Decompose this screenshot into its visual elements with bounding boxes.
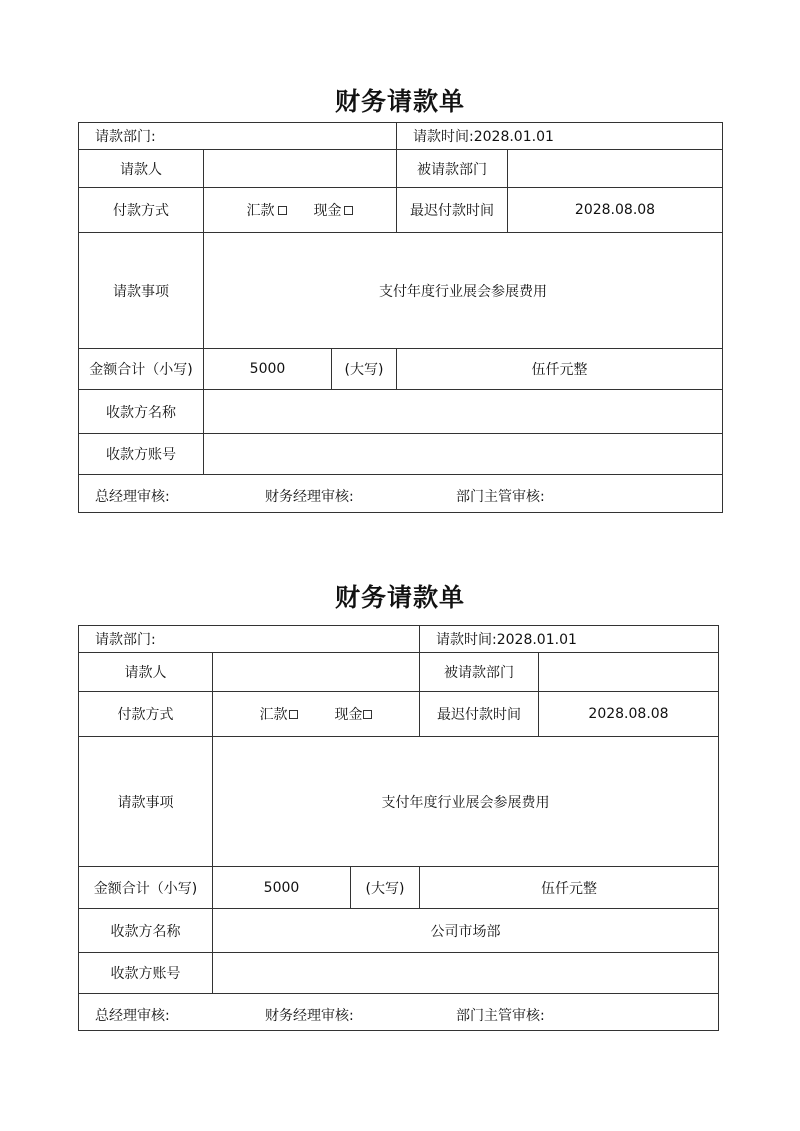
remit-checkbox[interactable] [278,206,287,215]
dept-label: 请款部门: [95,129,156,145]
pay-method-label: 付款方式 [79,692,213,737]
requester-label: 请款人 [79,653,213,692]
gm-approval-label[interactable]: 总经理审核: [95,489,170,505]
amount-label: 金额合计（小写) [79,867,213,909]
payee-dept-label: 被请款部门 [397,150,508,188]
dept-field[interactable] [79,626,420,653]
matter-value[interactable]: 支付年度行业展会参展费用 [213,737,719,867]
recipient-account-input[interactable] [204,434,723,475]
amount-upper-value[interactable]: 伍仟元整 [397,349,723,390]
option-cash-label: 现金 [313,203,342,219]
dept-field[interactable] [79,123,397,150]
form-title: 财务请款单 [334,583,465,612]
recipient-name-input[interactable] [204,390,723,434]
form-title: 财务请款单 [334,87,465,116]
approval-row [79,994,719,1031]
dept-label: 请款部门: [95,632,156,648]
time-value: 2028.01.01 [496,632,577,648]
pay-method-options [204,188,397,233]
request-form-2 [78,625,719,1031]
recipient-account-label: 收款方账号 [79,434,204,475]
cash-checkbox[interactable] [344,206,353,215]
time-label: 请款时间: [413,129,474,145]
matter-value[interactable]: 支付年度行业展会参展费用 [204,233,723,349]
matter-label: 请款事项 [79,233,204,349]
payee-dept-input[interactable] [539,653,719,692]
deadline-label: 最迟付款时间 [397,188,508,233]
recipient-name-input[interactable]: 公司市场部 [213,909,719,953]
time-label: 请款时间: [436,632,497,648]
requester-input[interactable] [213,653,420,692]
recipient-name-label: 收款方名称 [79,909,213,953]
gm-approval-label[interactable]: 总经理审核: [95,1008,170,1024]
request-form-1 [78,122,723,513]
option-remit-label: 汇款 [259,707,288,723]
deadline-value[interactable]: 2028.08.08 [539,692,719,737]
option-remit-label: 汇款 [246,203,275,219]
amount-label: 金额合计（小写) [79,349,204,390]
approval-row [79,475,723,513]
deadline-label: 最迟付款时间 [420,692,539,737]
amount-upper-value[interactable]: 伍仟元整 [420,867,719,909]
remit-checkbox[interactable] [289,710,298,719]
time-field[interactable] [397,123,723,150]
fm-approval-label[interactable]: 财务经理审核: [265,489,354,505]
amount-upper-label: (大写) [351,867,420,909]
option-cash-label: 现金 [334,707,363,723]
payee-dept-label: 被请款部门 [420,653,539,692]
cash-checkbox[interactable] [363,710,372,719]
fm-approval-label[interactable]: 财务经理审核: [265,1008,354,1024]
amount-value[interactable]: 5000 [213,867,351,909]
matter-label: 请款事项 [79,737,213,867]
recipient-account-input[interactable] [213,953,719,994]
time-value: 2028.01.01 [473,129,554,145]
payee-dept-input[interactable] [508,150,723,188]
amount-upper-label: (大写) [332,349,397,390]
deadline-value[interactable]: 2028.08.08 [508,188,723,233]
amount-value[interactable]: 5000 [204,349,332,390]
time-field[interactable] [420,626,719,653]
recipient-name-label: 收款方名称 [79,390,204,434]
recipient-account-label: 收款方账号 [79,953,213,994]
requester-input[interactable] [204,150,397,188]
dm-approval-label[interactable]: 部门主管审核: [456,489,545,505]
pay-method-options [213,692,420,737]
dm-approval-label[interactable]: 部门主管审核: [456,1008,545,1024]
requester-label: 请款人 [79,150,204,188]
pay-method-label: 付款方式 [79,188,204,233]
